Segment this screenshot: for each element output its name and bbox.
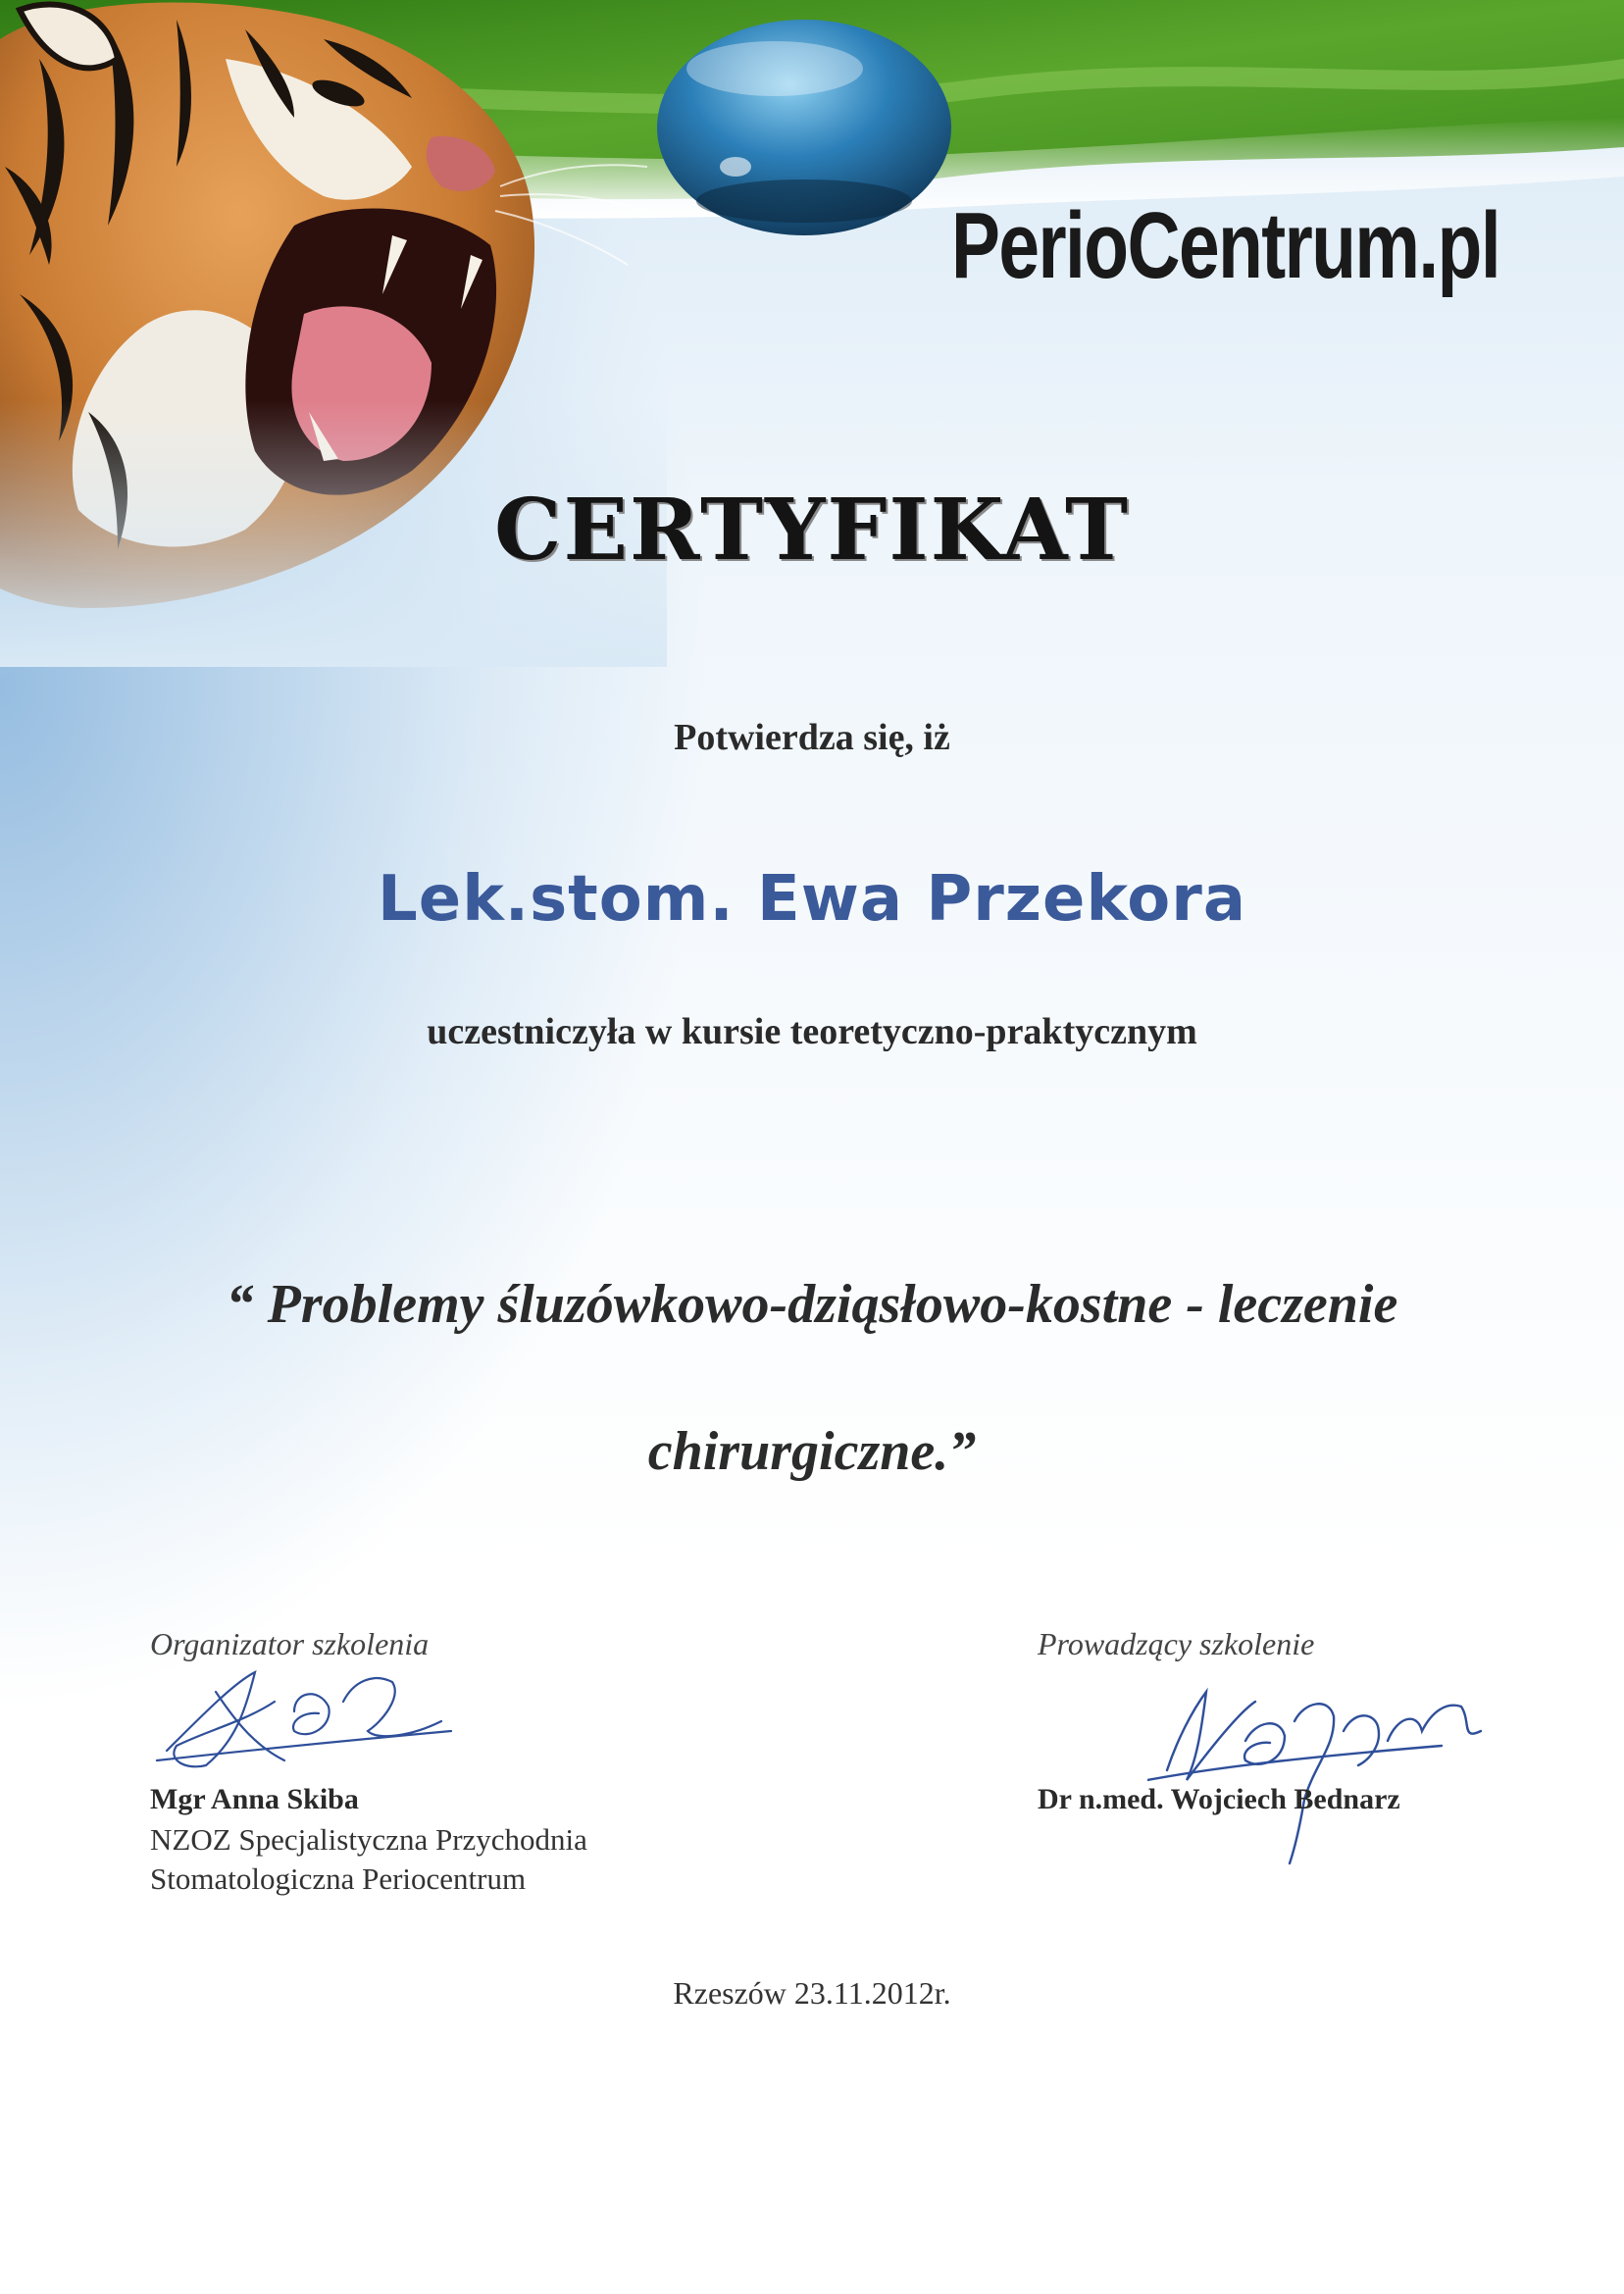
periocentrum-logo-text: PerioCentrum.pl bbox=[951, 193, 1500, 298]
course-title-line-1: “ Problemy śluzówkowo-dziąsłowo-kostne - leczenie bbox=[226, 1274, 1398, 1335]
certificate-title: CERTYFIKAT bbox=[494, 481, 1130, 580]
recipient-name: Lek.stom. Ewa Przekora bbox=[378, 863, 1246, 936]
organizer-name: Mgr Anna Skiba bbox=[150, 1783, 359, 1815]
water-drop-logo bbox=[628, 10, 971, 245]
organizer-institution-line-1: NZOZ Specjalistyczna Przychodnia bbox=[150, 1822, 587, 1857]
organizer-institution-line-2: Stomatologiczna Periocentrum bbox=[150, 1861, 527, 1896]
instructor-name: Dr n.med. Wojciech Bednarz bbox=[1038, 1783, 1400, 1815]
instructor-signature bbox=[1147, 1672, 1500, 1868]
place-and-date: Rzeszów 23.11.2012r. bbox=[673, 1975, 951, 2011]
organizer-caption: Organizator szkolenia bbox=[150, 1626, 430, 1661]
confirmation-text: Potwierdza się, iż bbox=[674, 717, 950, 758]
course-title-line-2: chirurgiczne.” bbox=[647, 1421, 977, 1482]
organizer-signature bbox=[147, 1653, 461, 1780]
instructor-caption: Prowadzący szkolenie bbox=[1038, 1626, 1315, 1661]
participation-text: uczestniczyła w kursie teoretyczno-praktycznym bbox=[427, 1011, 1197, 1052]
